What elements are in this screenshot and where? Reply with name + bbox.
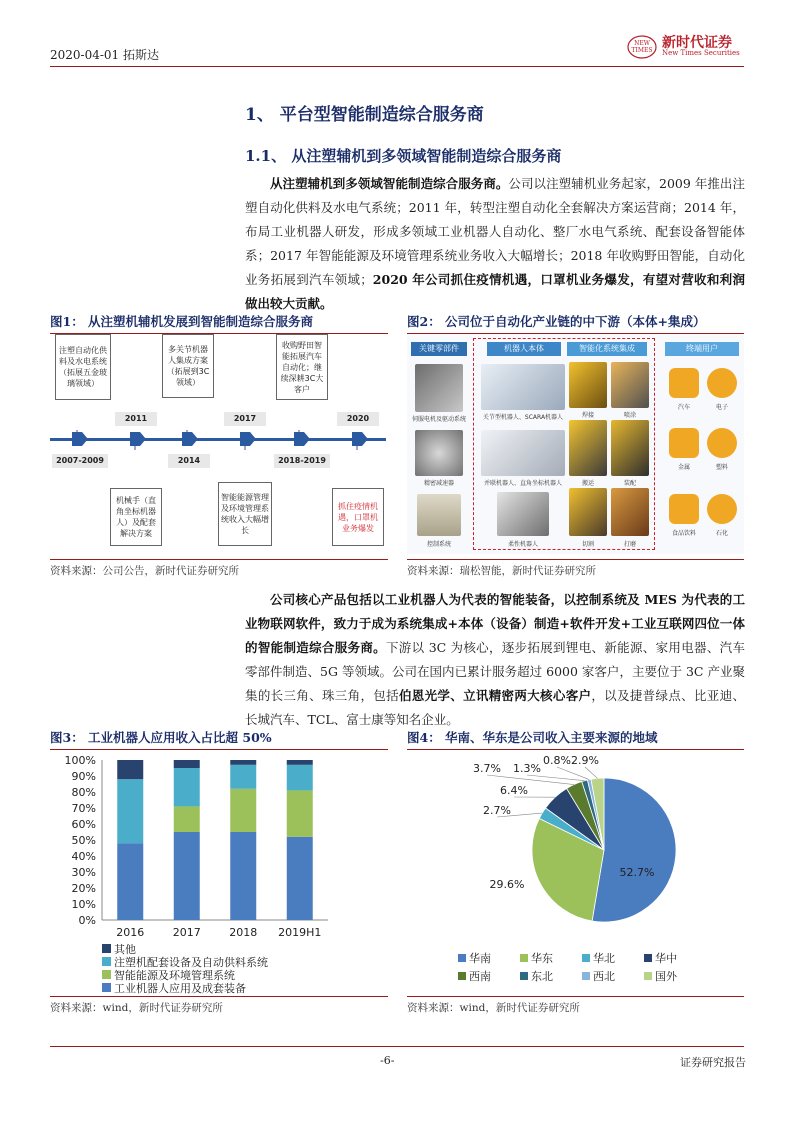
para2-lead: 公司核心产品包括以工业机器人为代表的智能装备，以控制系统及 MES 为代表的工业物联网软件，致力于成为系统集成+本体（设备）制造+软件开发+工业互联网四位一体的智能制造综合服务商。 xyxy=(245,592,745,655)
brand-en: New Times Securities xyxy=(662,49,740,57)
pie-chart xyxy=(407,748,744,948)
timeline-box-2017: 智能能源管理及环境管理系统收入大幅增长 xyxy=(218,482,272,546)
bar-segment xyxy=(287,837,313,920)
footer-report-label: 证券研究报告 xyxy=(680,1056,746,1069)
pie-leader-line xyxy=(585,767,597,778)
para2-tail: ，以及捷普绿点、比亚迪、长城汽车、TCL、富士康等知名企业。 xyxy=(245,688,745,727)
legend-south: 华南 xyxy=(458,950,491,966)
welding-image xyxy=(569,362,607,408)
brand-cn: 新时代证券 xyxy=(662,35,732,51)
bar-segment xyxy=(287,760,313,765)
intro-paragraph xyxy=(245,172,745,316)
controller-image xyxy=(417,494,461,536)
fig2-user-label-5: 食品饮料 xyxy=(671,530,696,537)
y-tick-label: 100% xyxy=(64,754,96,767)
bar-segment xyxy=(174,768,200,806)
metal-icon xyxy=(669,428,699,458)
timeline-marker-2 xyxy=(130,432,146,446)
collaborative-robot-image xyxy=(497,492,549,536)
plastic-icon xyxy=(707,428,737,458)
legend-energy: 智能能源及环境管理系统 xyxy=(102,968,268,981)
timeline-marker-5 xyxy=(294,432,310,446)
spraying-image xyxy=(611,362,649,408)
fig2-header-parts: 关键零部件 xyxy=(411,342,467,356)
fig1-timeline xyxy=(50,330,390,555)
pie-slice xyxy=(592,778,676,922)
year-label-2020: 2020 xyxy=(337,412,379,426)
fig2-integration-label-6: 打磨 xyxy=(623,541,636,548)
header-divider xyxy=(50,66,744,67)
y-tick-label: 90% xyxy=(71,770,96,783)
svg-text:NEW: NEW xyxy=(634,40,650,47)
year-label-2018-2019: 2018-2019 xyxy=(274,454,330,468)
servo-motor-image xyxy=(415,364,463,412)
para1-tail: 2020 年公司抓住疫情机遇，口罩机业务爆发，有望对营收和利润做出较大贡献。 xyxy=(245,272,745,311)
fig2-robot-label-1: 关节型机器人、SCARA机器人 xyxy=(482,414,564,421)
bar-segment xyxy=(117,843,143,920)
legend-east: 华东 xyxy=(520,950,553,966)
header-date-company: 2020-04-01 拓斯达 xyxy=(50,48,160,62)
electronics-icon xyxy=(707,368,737,398)
fig3-source: 资料来源：wind，新时代证券研究所 xyxy=(50,1002,223,1014)
fig1-source-divider xyxy=(50,559,388,560)
fig4-legend xyxy=(458,950,738,984)
legend-north: 华北 xyxy=(582,950,615,966)
fig2-integration-label-4: 装配 xyxy=(623,480,636,487)
petrochemical-icon xyxy=(707,494,737,524)
fig2-part-label-2: 精密减速器 xyxy=(423,480,454,487)
fig1-title: 图1： 从注塑机辅机发展到智能制造综合服务商 xyxy=(50,312,388,334)
svg-text:TIMES: TIMES xyxy=(631,47,653,54)
fig3-title: 图3： 工业机器人应用收入占比超 50% xyxy=(50,728,388,750)
y-tick-label: 10% xyxy=(71,898,96,911)
automotive-icon xyxy=(669,368,699,398)
fig2-integration-label-5: 切割 xyxy=(581,541,594,548)
fig2-header-robot: 机器人本体 xyxy=(487,342,561,356)
fig3-source-divider xyxy=(50,996,388,997)
year-label-2011: 2011 xyxy=(115,412,157,426)
pie-leader-line xyxy=(527,775,585,781)
core-products-paragraph xyxy=(245,588,745,732)
timeline-box-2020: 抓住疫情机遇，口罩机业务爆发 xyxy=(332,488,384,546)
footer-divider xyxy=(50,1046,744,1047)
x-tick-label: 2016 xyxy=(116,926,145,938)
pie-value-label: 3.7% xyxy=(473,762,501,775)
year-label-2017: 2017 xyxy=(224,412,266,426)
x-tick-label: 2019H1 xyxy=(278,926,322,938)
timeline-marker-1 xyxy=(72,432,88,446)
y-tick-label: 80% xyxy=(71,786,96,799)
fig2-user-label-3: 金属 xyxy=(677,464,690,471)
y-tick-label: 0% xyxy=(78,914,96,927)
page-number: -6- xyxy=(380,1054,395,1067)
timeline-marker-4 xyxy=(240,432,256,446)
year-label-2007-2009: 2007-2009 xyxy=(52,454,108,468)
fig2-integration-label-3: 搬运 xyxy=(581,480,594,487)
para2-body: 下游以 3C 为核心，逐步拓展到锂电、新能源、家用电器、汽车零部件制造、5G 等领域。公司在国内已累计服务超过 6000 家客户，主要位于 3C 产业聚集的长三角、珠三角，包括 xyxy=(245,640,745,703)
y-tick-label: 60% xyxy=(71,818,96,831)
articulated-robot-image xyxy=(481,364,565,410)
legend-southwest: 西南 xyxy=(458,968,491,984)
brand-logo xyxy=(626,32,744,62)
bar-segment xyxy=(117,779,143,843)
para1-lead: 从注塑辅机到多领域智能制造综合服务商。 xyxy=(270,176,509,191)
y-tick-label: 70% xyxy=(71,802,96,815)
stacked-bar-chart xyxy=(50,748,340,938)
fig2-source: 资料来源：瑞松智能，新时代证券研究所 xyxy=(407,565,596,577)
pie-value-label: 52.7% xyxy=(619,866,655,879)
fig1-source: 资料来源：公司公告，新时代证券研究所 xyxy=(50,565,239,577)
bar-segment xyxy=(174,806,200,832)
bar-segment xyxy=(230,760,256,765)
timeline-box-2007: 注塑自动化供料及水电系统（拓展五金玻璃领域） xyxy=(55,334,111,400)
bar-segment xyxy=(230,765,256,789)
y-tick-label: 20% xyxy=(71,882,96,895)
fig2-header-integration: 智能化系统集成 xyxy=(567,342,647,356)
pie-value-label: 29.6% xyxy=(489,878,525,891)
fig2-integration-label-1: 焊接 xyxy=(581,412,594,419)
para1-body: 公司以注塑辅机业务起家，2009 年推出注塑自动化供料及水电气系统；2011 年，转型注塑自动化全套解决方案运营商；2014 年，布局工业机器人研发，形成多领域工业机器人自动化、整厂水电气系统、配套设备智能体系；2017 年智能能源及环境管理系统业务收入大幅增长；2018 年收购野田智能，自动化业务拓展到汽车领域； xyxy=(245,176,745,287)
fig4-source: 资料来源：wind，新时代证券研究所 xyxy=(407,1002,580,1014)
section-heading: 1、 平台型智能制造综合服务商 xyxy=(245,105,484,125)
timeline-marker-3 xyxy=(182,432,198,446)
bar-segment xyxy=(174,832,200,920)
pie-value-label: 1.3% xyxy=(513,762,541,775)
bar-segment xyxy=(287,765,313,791)
legend-northwest: 西北 xyxy=(582,968,615,984)
cutting-image xyxy=(569,488,607,536)
legend-central: 华中 xyxy=(644,950,677,966)
bar-segment xyxy=(230,789,256,832)
y-tick-label: 40% xyxy=(71,850,96,863)
fig2-part-label-1: 伺服电机及驱动系统 xyxy=(411,416,466,423)
fig2-integration-label-2: 喷涂 xyxy=(623,412,636,419)
parallel-robot-image xyxy=(481,430,565,476)
fig2-part-label-3: 控制系统 xyxy=(426,541,451,548)
brand-emblem-icon xyxy=(626,32,662,60)
legend-northeast: 东北 xyxy=(520,968,553,984)
subsection-heading: 1.1、 从注塑辅机到多领域智能制造综合服务商 xyxy=(245,147,562,165)
legend-robot: 工业机器人应用及成套装备 xyxy=(102,981,268,994)
fig2-robot-label-2: 并联机器人、直角坐标机器人 xyxy=(483,480,562,487)
legend-overseas: 国外 xyxy=(644,968,677,984)
pie-value-label: 0.8% xyxy=(543,754,571,767)
bar-segment xyxy=(230,832,256,920)
reducer-image xyxy=(415,430,463,476)
bar-segment xyxy=(174,760,200,768)
fig2-user-label-4: 塑料 xyxy=(715,464,728,471)
assembly-image xyxy=(611,420,649,476)
fig2-source-divider xyxy=(407,559,744,560)
handling-image xyxy=(569,420,607,476)
y-tick-label: 30% xyxy=(71,866,96,879)
y-tick-label: 50% xyxy=(71,834,96,847)
bar-segment xyxy=(287,790,313,836)
fig2-robot-label-3: 柔性机器人 xyxy=(507,541,538,548)
pie-value-label: 6.4% xyxy=(500,784,528,797)
fig2-industry-chain xyxy=(407,334,744,554)
fig2-user-label-6: 石化 xyxy=(715,530,728,537)
pie-value-label: 2.7% xyxy=(483,804,511,817)
pie-value-label: 2.9% xyxy=(571,754,599,767)
year-label-2014: 2014 xyxy=(168,454,210,468)
x-tick-label: 2018 xyxy=(229,926,258,938)
timeline-box-2014: 多关节机器人集成方案（拓展到3C领域） xyxy=(162,334,214,398)
x-tick-label: 2017 xyxy=(172,926,201,938)
fig3-legend xyxy=(102,942,268,994)
food-beverage-icon xyxy=(669,494,699,524)
timeline-box-2011: 机械手（直角坐标机器人）及配套解决方案 xyxy=(110,488,162,546)
bar-segment xyxy=(117,760,143,779)
para2-bold2: 伯恩光学、立讯精密两大核心客户 xyxy=(398,688,592,703)
fig2-user-label-1: 汽车 xyxy=(677,404,690,411)
timeline-box-2018: 收购野田智能拓展汽车自动化；继续深耕3C大客户 xyxy=(276,334,328,400)
legend-other: 其他 xyxy=(102,942,268,955)
fig4-source-divider xyxy=(407,996,744,997)
grinding-image xyxy=(611,488,649,536)
fig2-user-label-2: 电子 xyxy=(715,404,728,411)
timeline-markers xyxy=(50,430,390,450)
fig2-title: 图2： 公司位于自动化产业链的中下游（本体+集成） xyxy=(407,312,744,334)
fig4-title: 图4： 华南、华东是公司收入主要来源的地域 xyxy=(407,728,744,750)
fig2-header-users: 终端用户 xyxy=(665,342,739,356)
timeline-marker-6 xyxy=(352,432,368,446)
pie-leader-line xyxy=(557,767,589,780)
legend-injection: 注塑机配套设备及自动供料系统 xyxy=(102,955,268,968)
